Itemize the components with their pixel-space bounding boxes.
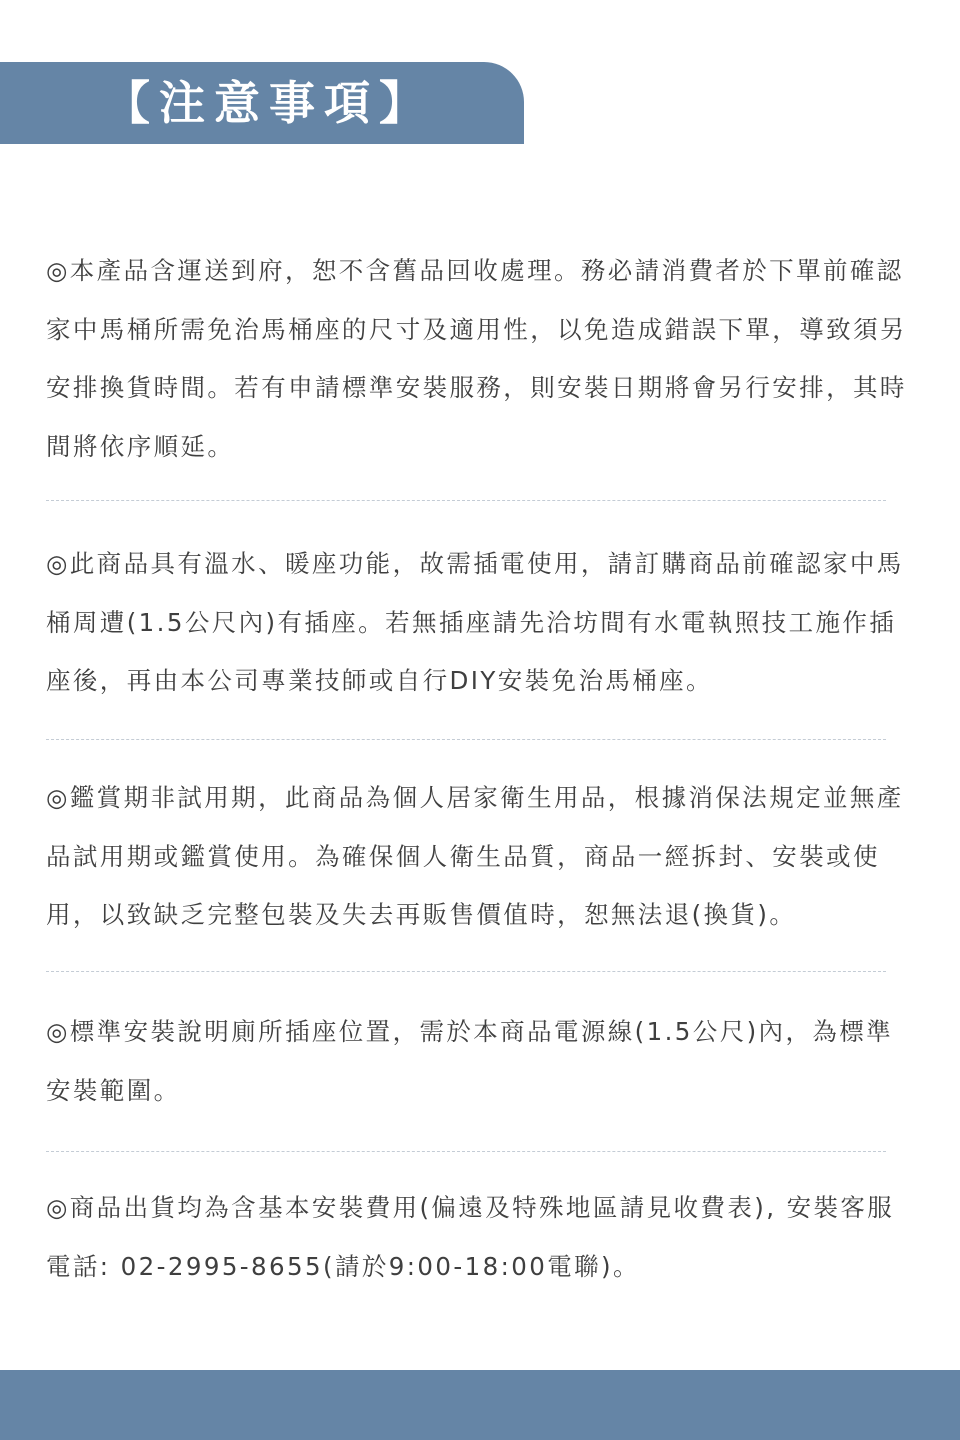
notice-installation-range: ◎標準安裝說明廁所插座位置，需於本商品電源線(1.5公尺)內，為標準安裝範圍。 <box>46 1017 894 1105</box>
page-title: 【注意事項】 <box>104 76 434 130</box>
footer-bar <box>0 1370 960 1440</box>
header-banner <box>0 62 524 144</box>
divider <box>46 739 886 740</box>
notice-power-outlet: ◎此商品具有溫水、暖座功能，故需插電使用，請訂購商品前確認家中馬桶周遭(1.5公尺內)有插座。若無插座請先洽坊間有水電執照技工施作插座後，再由本公司專業技師或自行DIY安裝免治馬桶座。 <box>46 549 904 695</box>
notice-return-policy: ◎鑑賞期非試用期，此商品為個人居家衛生用品，根據消保法規定並無產品試用期或鑑賞使用。為確保個人衛生品質，商品一經拆封、安裝或使用，以致缺乏完整包裝及失去再販售價值時，恕無法退(換貨)。 <box>46 783 904 929</box>
divider <box>46 1151 886 1152</box>
divider <box>46 500 886 501</box>
notice-delivery-and-size: ◎本產品含運送到府，恕不含舊品回收處理。務必請消費者於下單前確認家中馬桶所需免治馬桶座的尺寸及適用性，以免造成錯誤下單，導致須另安排換貨時間。若有申請標準安裝服務，則安裝日期將會另行安排，其時間將依序順延。 <box>46 256 907 461</box>
divider <box>46 971 886 972</box>
notice-service-contact: ◎商品出貨均為含基本安裝費用(偏遠及特殊地區請見收費表), 安裝客服電話: 02-2995-8655(請於9:00-18:00電聯)。 <box>46 1193 895 1281</box>
